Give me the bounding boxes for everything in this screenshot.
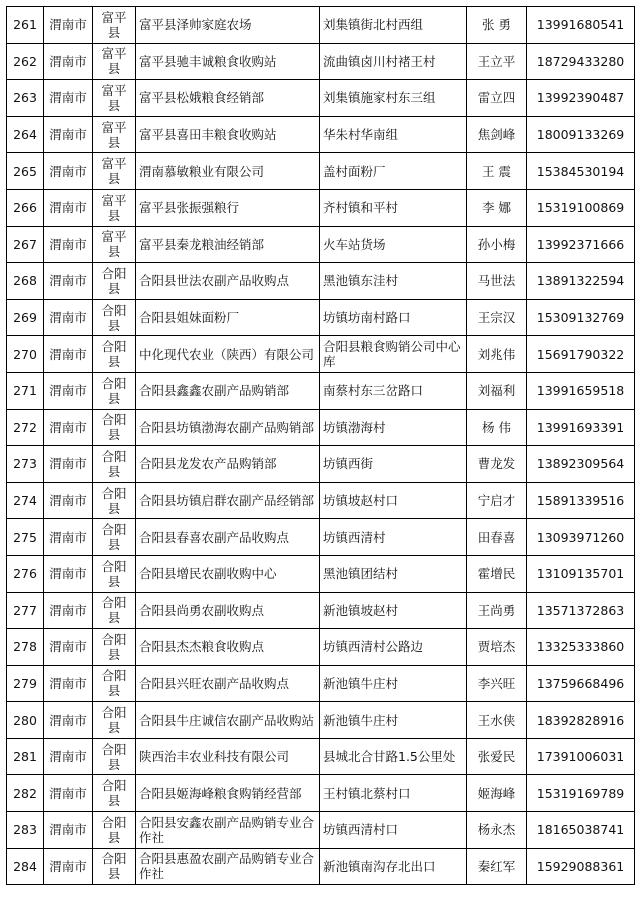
contact-person-cell: 刘福利 (467, 372, 527, 409)
phone-cell: 15384530194 (527, 153, 635, 190)
county-cell: 富平县 (93, 189, 136, 226)
table-row (7, 116, 635, 153)
county-cell: 富平县 (93, 226, 136, 263)
address-cell: 黑池镇团结村 (320, 555, 467, 592)
city-cell: 渭南市 (44, 702, 93, 739)
business-name-cell: 合阳县坊镇渤海农副产品购销部 (136, 409, 320, 446)
row-number: 275 (7, 519, 44, 556)
address-cell: 坊镇西清村 (320, 519, 467, 556)
county-cell: 合阳县 (93, 519, 136, 556)
contact-person-cell: 雷立四 (467, 80, 527, 117)
row-number: 271 (7, 372, 44, 409)
phone-cell: 13571372863 (527, 592, 635, 629)
county-cell: 合阳县 (93, 336, 136, 373)
address-cell: 县城北合甘路1.5公里处 (320, 738, 467, 775)
row-number: 268 (7, 263, 44, 300)
county-cell: 富平县 (93, 116, 136, 153)
city-cell: 渭南市 (44, 43, 93, 80)
city-cell: 渭南市 (44, 153, 93, 190)
city-cell: 渭南市 (44, 226, 93, 263)
contact-person-cell: 李 娜 (467, 189, 527, 226)
business-name-cell: 合阳县杰杰粮食收购点 (136, 629, 320, 666)
table-row (7, 263, 635, 300)
business-name-cell: 合阳县尚勇农副收购点 (136, 592, 320, 629)
address-cell: 盖村面粉厂 (320, 153, 467, 190)
contact-person-cell: 王尚勇 (467, 592, 527, 629)
county-cell: 富平县 (93, 43, 136, 80)
city-cell: 渭南市 (44, 665, 93, 702)
business-name-cell: 合阳县安鑫农副产品购销专业合作社 (136, 812, 320, 849)
address-cell: 新池镇南沟存北出口 (320, 848, 467, 885)
document-page (6, 6, 634, 885)
table-row (7, 80, 635, 117)
business-name-cell: 合阳县兴旺农副产品收购点 (136, 665, 320, 702)
table-row (7, 299, 635, 336)
county-cell: 富平县 (93, 80, 136, 117)
phone-cell: 13109135701 (527, 555, 635, 592)
address-cell: 流曲镇卤川村褚王村 (320, 43, 467, 80)
address-cell: 王村镇北蔡村口 (320, 775, 467, 812)
city-cell: 渭南市 (44, 629, 93, 666)
city-cell: 渭南市 (44, 555, 93, 592)
row-number: 276 (7, 555, 44, 592)
city-cell: 渭南市 (44, 336, 93, 373)
table-row (7, 226, 635, 263)
address-cell: 南蔡村东三岔路口 (320, 372, 467, 409)
contact-person-cell: 李兴旺 (467, 665, 527, 702)
row-number: 263 (7, 80, 44, 117)
city-cell: 渭南市 (44, 592, 93, 629)
address-cell: 刘集镇施家村东三组 (320, 80, 467, 117)
city-cell: 渭南市 (44, 299, 93, 336)
county-cell: 合阳县 (93, 848, 136, 885)
row-number: 278 (7, 629, 44, 666)
contact-person-cell: 张爱民 (467, 738, 527, 775)
address-cell: 黑池镇东洼村 (320, 263, 467, 300)
city-cell: 渭南市 (44, 446, 93, 483)
county-cell: 合阳县 (93, 738, 136, 775)
contact-person-cell: 贾培杰 (467, 629, 527, 666)
address-cell: 坊镇渤海村 (320, 409, 467, 446)
county-cell: 合阳县 (93, 446, 136, 483)
city-cell: 渭南市 (44, 738, 93, 775)
county-cell: 富平县 (93, 153, 136, 190)
address-cell: 新池镇坡赵村 (320, 592, 467, 629)
phone-cell: 13759668496 (527, 665, 635, 702)
city-cell: 渭南市 (44, 7, 93, 44)
business-name-cell: 富平县驰丰诚粮食收购站 (136, 43, 320, 80)
address-cell: 火车站货场 (320, 226, 467, 263)
phone-cell: 18729433280 (527, 43, 635, 80)
row-number: 280 (7, 702, 44, 739)
county-cell: 合阳县 (93, 629, 136, 666)
address-cell: 坊镇西街 (320, 446, 467, 483)
business-name-cell: 合阳县坊镇启群农副产品经销部 (136, 482, 320, 519)
county-cell: 合阳县 (93, 372, 136, 409)
city-cell: 渭南市 (44, 812, 93, 849)
row-number: 277 (7, 592, 44, 629)
table-row (7, 519, 635, 556)
row-number: 267 (7, 226, 44, 263)
phone-cell: 15891339516 (527, 482, 635, 519)
business-name-cell: 富平县松娥粮食经销部 (136, 80, 320, 117)
address-cell: 合阳县粮食购销公司中心库 (320, 336, 467, 373)
contact-person-cell: 田春喜 (467, 519, 527, 556)
contact-person-cell: 王宗汉 (467, 299, 527, 336)
table-row (7, 43, 635, 80)
row-number: 274 (7, 482, 44, 519)
contact-person-cell: 杨永杰 (467, 812, 527, 849)
table-row (7, 812, 635, 849)
row-number: 283 (7, 812, 44, 849)
contact-person-cell: 马世法 (467, 263, 527, 300)
phone-cell: 13991693391 (527, 409, 635, 446)
city-cell: 渭南市 (44, 409, 93, 446)
row-number: 282 (7, 775, 44, 812)
address-cell: 坊镇西清村公路边 (320, 629, 467, 666)
grain-purchaser-table (6, 6, 635, 885)
phone-cell: 18392828916 (527, 702, 635, 739)
table-row (7, 482, 635, 519)
contact-person-cell: 秦红军 (467, 848, 527, 885)
business-name-cell: 陕西治丰农业科技有限公司 (136, 738, 320, 775)
county-cell: 合阳县 (93, 592, 136, 629)
table-row (7, 702, 635, 739)
phone-cell: 18009133269 (527, 116, 635, 153)
phone-cell: 15319169789 (527, 775, 635, 812)
county-cell: 合阳县 (93, 482, 136, 519)
business-name-cell: 中化现代农业（陕西）有限公司 (136, 336, 320, 373)
business-name-cell: 合阳县龙发农产品购销部 (136, 446, 320, 483)
row-number: 281 (7, 738, 44, 775)
city-cell: 渭南市 (44, 519, 93, 556)
row-number: 262 (7, 43, 44, 80)
contact-person-cell: 宁启才 (467, 482, 527, 519)
phone-cell: 13892309564 (527, 446, 635, 483)
row-number: 266 (7, 189, 44, 226)
table-row (7, 153, 635, 190)
address-cell: 新池镇牛庄村 (320, 665, 467, 702)
county-cell: 合阳县 (93, 409, 136, 446)
city-cell: 渭南市 (44, 372, 93, 409)
phone-cell: 18165038741 (527, 812, 635, 849)
row-number: 261 (7, 7, 44, 44)
contact-person-cell: 王立平 (467, 43, 527, 80)
business-name-cell: 合阳县春喜农副产品收购点 (136, 519, 320, 556)
county-cell: 合阳县 (93, 665, 136, 702)
business-name-cell: 合阳县增民农副收购中心 (136, 555, 320, 592)
row-number: 270 (7, 336, 44, 373)
address-cell: 坊镇坡赵村口 (320, 482, 467, 519)
table-row (7, 372, 635, 409)
business-name-cell: 渭南慕敏粮业有限公司 (136, 153, 320, 190)
business-name-cell: 合阳县惠盈农副产品购销专业合作社 (136, 848, 320, 885)
county-cell: 合阳县 (93, 299, 136, 336)
table-row (7, 738, 635, 775)
phone-cell: 15319100869 (527, 189, 635, 226)
city-cell: 渭南市 (44, 775, 93, 812)
business-name-cell: 富平县秦龙粮油经销部 (136, 226, 320, 263)
business-name-cell: 富平县泽帅家庭农场 (136, 7, 320, 44)
phone-cell: 13093971260 (527, 519, 635, 556)
contact-person-cell: 曹龙发 (467, 446, 527, 483)
county-cell: 合阳县 (93, 263, 136, 300)
county-cell: 合阳县 (93, 702, 136, 739)
city-cell: 渭南市 (44, 116, 93, 153)
contact-person-cell: 霍增民 (467, 555, 527, 592)
table-row (7, 446, 635, 483)
row-number: 272 (7, 409, 44, 446)
contact-person-cell: 王 震 (467, 153, 527, 190)
table-row (7, 555, 635, 592)
table-row (7, 629, 635, 666)
row-number: 279 (7, 665, 44, 702)
table-row (7, 775, 635, 812)
table-row (7, 592, 635, 629)
city-cell: 渭南市 (44, 482, 93, 519)
phone-cell: 13991659518 (527, 372, 635, 409)
address-cell: 新池镇牛庄村 (320, 702, 467, 739)
table-row (7, 848, 635, 885)
table-row (7, 189, 635, 226)
row-number: 264 (7, 116, 44, 153)
business-name-cell: 合阳县鑫鑫农副产品购销部 (136, 372, 320, 409)
city-cell: 渭南市 (44, 263, 93, 300)
row-number: 269 (7, 299, 44, 336)
business-name-cell: 合阳县世法农副产品收购点 (136, 263, 320, 300)
contact-person-cell: 刘兆伟 (467, 336, 527, 373)
contact-person-cell: 焦剑峰 (467, 116, 527, 153)
table-row (7, 7, 635, 44)
address-cell: 刘集镇街北村西组 (320, 7, 467, 44)
county-cell: 合阳县 (93, 555, 136, 592)
county-cell: 合阳县 (93, 775, 136, 812)
table-body (7, 7, 635, 885)
address-cell: 齐村镇和平村 (320, 189, 467, 226)
address-cell: 坊镇坊南村路口 (320, 299, 467, 336)
city-cell: 渭南市 (44, 848, 93, 885)
business-name-cell: 富平县喜田丰粮食收购站 (136, 116, 320, 153)
city-cell: 渭南市 (44, 80, 93, 117)
business-name-cell: 合阳县牛庄诚信农副产品收购站 (136, 702, 320, 739)
phone-cell: 15929088361 (527, 848, 635, 885)
phone-cell: 13992371666 (527, 226, 635, 263)
business-name-cell: 合阳县姐妹面粉厂 (136, 299, 320, 336)
county-cell: 合阳县 (93, 812, 136, 849)
phone-cell: 15309132769 (527, 299, 635, 336)
contact-person-cell: 孙小梅 (467, 226, 527, 263)
row-number: 284 (7, 848, 44, 885)
contact-person-cell: 王水侠 (467, 702, 527, 739)
phone-cell: 13992390487 (527, 80, 635, 117)
table-row (7, 665, 635, 702)
table-row (7, 409, 635, 446)
contact-person-cell: 姬海峰 (467, 775, 527, 812)
phone-cell: 15691790322 (527, 336, 635, 373)
row-number: 273 (7, 446, 44, 483)
phone-cell: 13891322594 (527, 263, 635, 300)
phone-cell: 17391006031 (527, 738, 635, 775)
address-cell: 华朱村华南组 (320, 116, 467, 153)
row-number: 265 (7, 153, 44, 190)
table-row (7, 336, 635, 373)
address-cell: 坊镇西清村口 (320, 812, 467, 849)
business-name-cell: 合阳县姬海峰粮食购销经营部 (136, 775, 320, 812)
contact-person-cell: 杨 伟 (467, 409, 527, 446)
phone-cell: 13325333860 (527, 629, 635, 666)
contact-person-cell: 张 勇 (467, 7, 527, 44)
business-name-cell: 富平县张振强粮行 (136, 189, 320, 226)
city-cell: 渭南市 (44, 189, 93, 226)
county-cell: 富平县 (93, 7, 136, 44)
phone-cell: 13991680541 (527, 7, 635, 44)
